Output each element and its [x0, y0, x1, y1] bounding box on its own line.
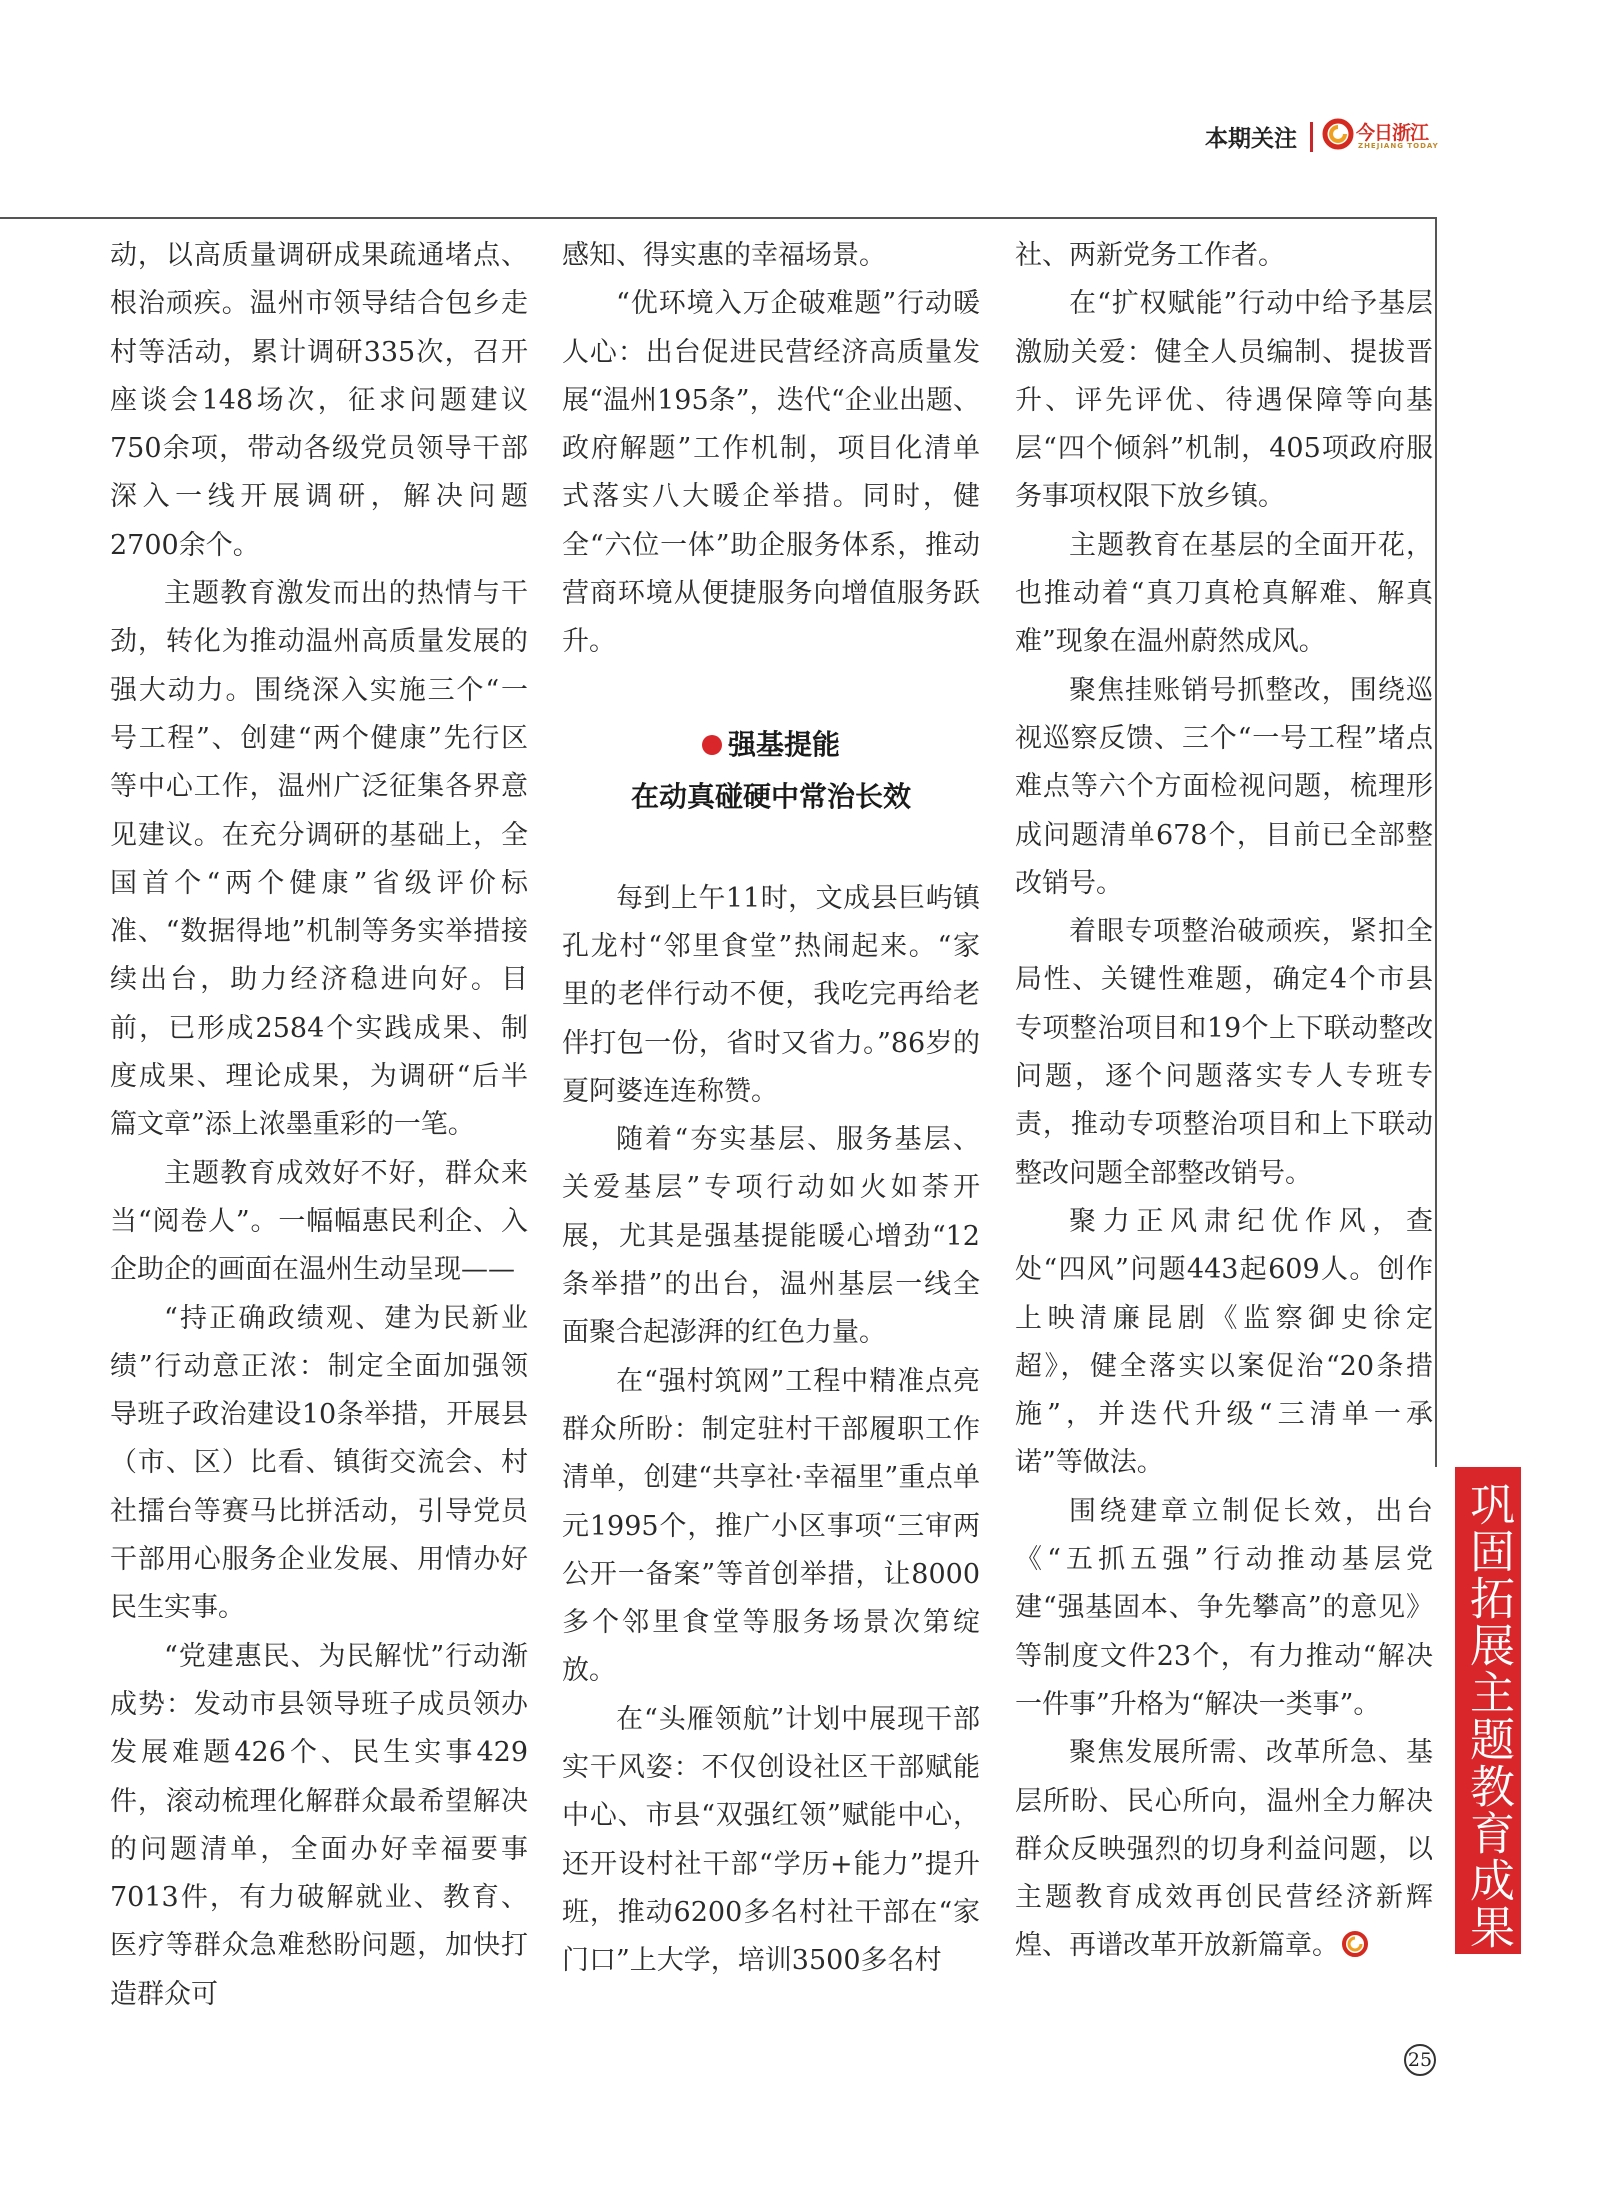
- page-number: 25: [1404, 2044, 1436, 2076]
- logo-swirl-icon: [1322, 118, 1354, 150]
- subheading-line-2: 在动真碰硬中常治长效: [630, 779, 911, 813]
- paragraph: 主题教育在基层的全面开花，也推动着“真刀真枪真解难、解真难”现象在温州蔚然成风。: [1015, 529, 1433, 658]
- top-rule: [0, 217, 1435, 219]
- paragraph: “党建惠民、为民解忧”行动渐成势：发动市县领导班子成员领办发展难题426个、民生实事429件，滚动梳理化解群众最希望解决的问题清单，全面办好幸福要事7013件，有力破解就业、教育、医疗等群众急难愁盼问题，加快打造群众可: [110, 1640, 528, 2010]
- paragraph: 社、两新党务工作者。: [1015, 240, 1285, 271]
- logo-english-text: ZHEJIANG TODAY: [1358, 142, 1439, 150]
- paragraph: 主题教育激发而出的热情与干劲，转化为推动温州高质量发展的强大动力。围绕深入实施三个“一号工程”、创建“两个健康”先行区等中心工作，温州广泛征集各界意见建议。在充分调研的基础上，全国首个“两个健康”省级评价标准、“数据得地”机制等务实举措接续出台，助力经济稳进向好。目前，已形成2584个实践成果、制度成果、理论成果，为调研“后半篇文章”添上浓墨重彩的一笔。: [110, 578, 528, 1141]
- article-column-3: [1015, 232, 1433, 1971]
- header-divider: [1310, 122, 1313, 152]
- red-bullet-icon: [702, 735, 722, 755]
- side-tab-topic: 巩固拓展主题教育成果: [1455, 1467, 1521, 1954]
- paragraph: 每到上午11时，文成县巨屿镇孔龙村“邻里食堂”热闹起来。“家里的老伴行动不便，我吃完再给老伴打包一份，省时又省力。”86岁的夏阿婆连连称赞。: [562, 882, 980, 1107]
- right-rule: [1435, 217, 1437, 1467]
- paragraph: “优环境入万企破难题”行动暖人心：出台促进民营经济高质量发展“温州195条”，迭代“企业出题、政府解题”工作机制，项目化清单式落实八大暖企举措。同时，健全“六位一体”助企服务体系，推动营商环境从便捷服务向增值服务跃升。: [562, 288, 980, 658]
- paragraph: 着眼专项整治破顽疾，紧扣全局性、关键性难题，确定4个市县专项整治项目和19个上下联动整改问题，逐个问题落实专人专班专责，推动专项整治项目和上下联动整改问题全部整改销号。: [1015, 916, 1433, 1189]
- logo-chinese-text: 今日浙江: [1356, 122, 1429, 144]
- final-paragraph-text: 聚焦发展所需、改革所急、基层所盼、民心所向，温州全力解决群众反映强烈的切身利益问题，以主题教育成效再创民营经济新辉煌、再谱改革开放新篇章。: [1015, 1737, 1433, 1962]
- article-column-1: [110, 232, 528, 2019]
- paragraph: 围绕建章立制促长效，出台《“五抓五强”行动推动基层党建“强基固本、争先攀高”的意见》等制度文件23个，有力推动“解决一件事”升格为“解决一类事”。: [1015, 1495, 1433, 1720]
- end-mark-icon: [1341, 1930, 1369, 1958]
- paragraph: 随着“夯实基层、服务基层、关爱基层”专项行动如火如荼开展，尤其是强基提能暖心增劲“12条举措”的出台，温州基层一线全面聚合起澎湃的红色力量。: [562, 1124, 980, 1349]
- article-column-2: [562, 232, 980, 1986]
- paragraph: 在“强村筑网”工程中精准点亮群众所盼：制定驻村干部履职工作清单，创建“共享社·幸福里”重点单元1995个，推广小区事项“三审两公开一备案”等首创举措，让8000多个邻里食堂等服务场景次第绽放。: [562, 1365, 980, 1687]
- paragraph-final: [1015, 1729, 1433, 1970]
- paragraph: “持正确政绩观、建为民新业绩”行动意正浓：制定全面加强领导班子政治建设10条举措，开展县（市、区）比看、镇街交流会、村社擂台等赛马比拼活动，引导党员干部用心服务企业发展、用情办好民生实事。: [110, 1302, 528, 1624]
- section-subheading: [562, 719, 980, 823]
- paragraph: 主题教育成效好不好，群众来当“阅卷人”。一幅幅惠民利企、入企助企的画面在温州生动呈现——: [110, 1157, 528, 1286]
- paragraph: 在“扩权赋能”行动中给予基层激励关爱：健全人员编制、提拔晋升、评先评优、待遇保障等向基层“四个倾斜”机制，405项政府服务事项权限下放乡镇。: [1015, 288, 1433, 513]
- paragraph: 动，以高质量调研成果疏通堵点、根治顽疾。温州市领导结合包乡走村等活动，累计调研335次，召开座谈会148场次，征求问题建议750余项，带动各级党员领导干部深入一线开展调研，解决问题2700余个。: [110, 240, 528, 561]
- paragraph: 感知、得实惠的幸福场景。: [562, 240, 886, 271]
- section-label: 本期关注: [1205, 126, 1297, 152]
- paragraph: 在“头雁领航”计划中展现干部实干风姿：不仅创设社区干部赋能中心、市县“双强红领”赋能中心，还开设村社干部“学历+能力”提升班，推动6200多名村社干部在“家门口”上大学，培训3500多名村: [562, 1703, 980, 1977]
- paragraph: 聚焦挂账销号抓整改，围绕巡视巡察反馈、三个“一号工程”堵点难点等六个方面检视问题，梳理形成问题清单678个，目前已全部整改销号。: [1015, 674, 1433, 899]
- subheading-line-1: 强基提能: [727, 727, 840, 761]
- magazine-logo: [1322, 118, 1444, 156]
- paragraph: 聚力正风肃纪优作风，查处“四风”问题443起609人。创作上映清廉昆剧《监察御史徐定超》，健全落实以案促治“20条措施”，并迭代升级“三清单一承诺”等做法。: [1015, 1205, 1433, 1479]
